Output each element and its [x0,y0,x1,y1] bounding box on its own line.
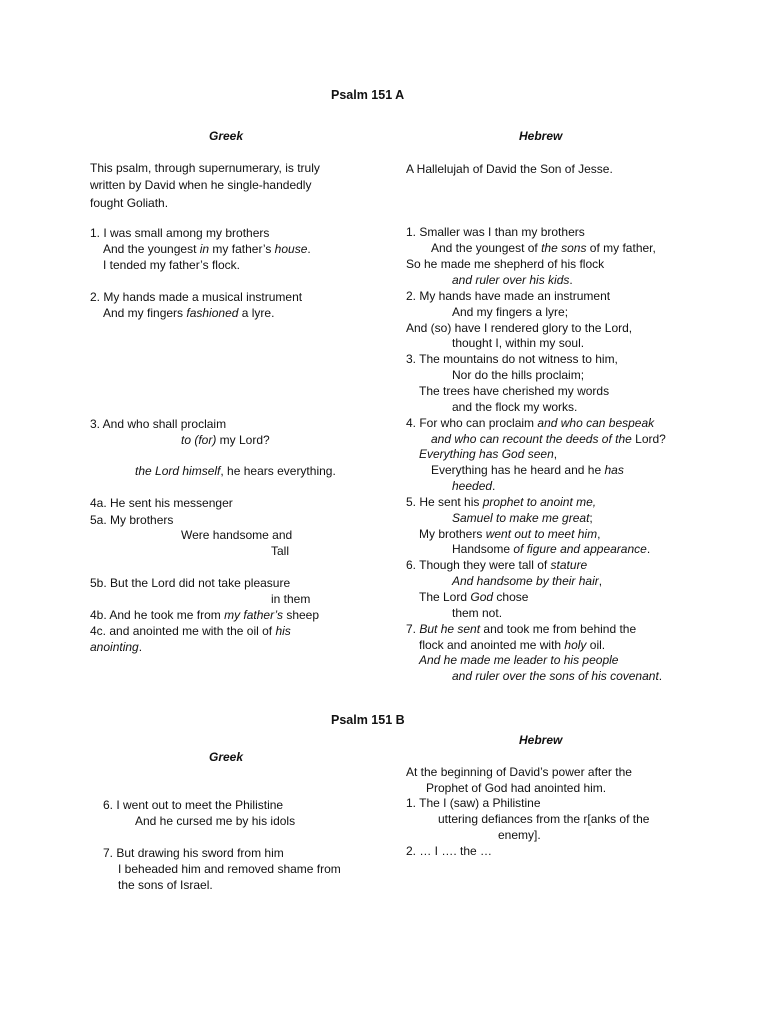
hebrew-intro-line: A Hallelujah of David the Son of Jesse. [406,162,613,176]
greek-verse-line: 4a. He sent his messenger [90,496,233,510]
hebrew-verse-line: enemy]. [498,828,541,842]
hebrew-verse-line: 6. Though they were tall of stature [406,558,588,572]
psalm-b-greek-heading: Greek [209,750,244,764]
greek-verse-line: 3. And who shall proclaim [90,417,227,431]
hebrew-verse-line: 1. Smaller was I than my brothers [406,225,585,239]
psalm-a-title: Psalm 151 A [331,88,405,102]
hebrew-verse-line: So he made me shepherd of his flock [406,257,605,271]
greek-intro-line: fought Goliath. [90,196,169,210]
hebrew-verse-line: and the flock my works. [452,400,578,414]
hebrew-verse-line: and ruler over the sons of his covenant. [452,669,663,683]
hebrew-intro-line: Prophet of God had anointed him. [426,781,607,795]
greek-verse-line: 1. I was small among my brothers [90,226,270,240]
hebrew-verse-line: 5. He sent his prophet to anoint me, [406,495,597,509]
greek-verse-line: 6. I went out to meet the Philistine [103,798,284,812]
greek-verse-line: 2. My hands made a musical instrument [90,290,303,304]
greek-verse-line: And the youngest in my father’s house. [103,242,311,256]
greek-verse-line: I beheaded him and removed shame from [118,862,341,876]
hebrew-verse-line: Nor do the hills proclaim; [452,368,585,382]
hebrew-verse-line: heeded. [452,479,496,493]
hebrew-verse-line: Everything has God seen, [419,447,558,461]
greek-verse-line: 5b. But the Lord did not take pleasure [90,576,291,590]
hebrew-verse-line: them not. [452,606,503,620]
hebrew-verse-line: 4. For who can proclaim and who can bespeak [406,416,655,430]
hebrew-verse-line: My brothers went out to meet him, [419,527,601,541]
hebrew-verse-line: thought I, within my soul. [452,336,585,350]
hebrew-verse-line: The Lord God chose [419,590,529,604]
greek-verse-line: the sons of Israel. [118,878,213,892]
greek-verse-line: And my fingers fashioned a lyre. [103,306,275,320]
hebrew-verse-line: Handsome of figure and appearance. [452,542,651,556]
hebrew-verse-line: and ruler over his kids. [452,273,573,287]
hebrew-intro-line: At the beginning of David’s power after the [406,765,632,779]
greek-verse-line: the Lord himself, he hears everything. [135,464,336,478]
greek-verse-line: 4b. And he took me from my father’s sheep [90,608,320,622]
greek-verse-line: to (for) my Lord? [181,433,270,447]
hebrew-verse-line: and who can recount the deeds of the Lord? [431,432,666,446]
greek-intro-line: This psalm, through supernumerary, is truly [90,161,320,175]
greek-verse-line: 5a. My brothers [90,513,174,527]
hebrew-verse-line: 2. My hands have made an instrument [406,289,611,303]
greek-verse-line: Tall [271,544,290,558]
greek-verse-line: 7. But drawing his sword from him [103,846,284,860]
hebrew-verse-line: The trees have cherished my words [419,384,610,398]
psalm-a-hebrew-heading: Hebrew [519,129,563,143]
hebrew-verse-line: uttering defiances from the r[anks of the [438,812,650,826]
hebrew-verse-line: And handsome by their hair, [452,574,603,588]
psalm-b-title: Psalm 151 B [331,713,405,727]
greek-verse-line: Were handsome and [181,528,293,542]
hebrew-verse-line: Samuel to make me great; [452,511,593,525]
greek-verse-line: 4c. and anointed me with the oil of his [90,624,291,638]
psalm-a-greek-heading: Greek [209,129,244,143]
hebrew-verse-line: And my fingers a lyre; [452,305,569,319]
psalm-b-hebrew-heading: Hebrew [519,733,563,747]
hebrew-verse-line: flock and anointed me with holy oil. [419,638,606,652]
greek-verse-line: in them [271,592,311,606]
greek-intro-line: written by David when he single-handedly [90,178,312,192]
hebrew-verse-line: 3. The mountains do not witness to him, [406,352,618,366]
greek-verse-line: anointing. [90,640,143,654]
hebrew-verse-line: 7. But he sent and took me from behind the [406,622,637,636]
hebrew-verse-line: 1. The I (saw) a Philistine [406,796,541,810]
hebrew-verse-line: And the youngest of the sons of my father, [431,241,656,255]
hebrew-verse-line: 2. … I …. the … [406,844,493,858]
hebrew-verse-line: Everything has he heard and he has [431,463,624,477]
hebrew-verse-line: And he made me leader to his people [419,653,619,667]
greek-verse-line: I tended my father’s flock. [103,258,240,272]
greek-verse-line: And he cursed me by his idols [135,814,296,828]
hebrew-verse-line: And (so) have I rendered glory to the Lord, [406,321,633,335]
